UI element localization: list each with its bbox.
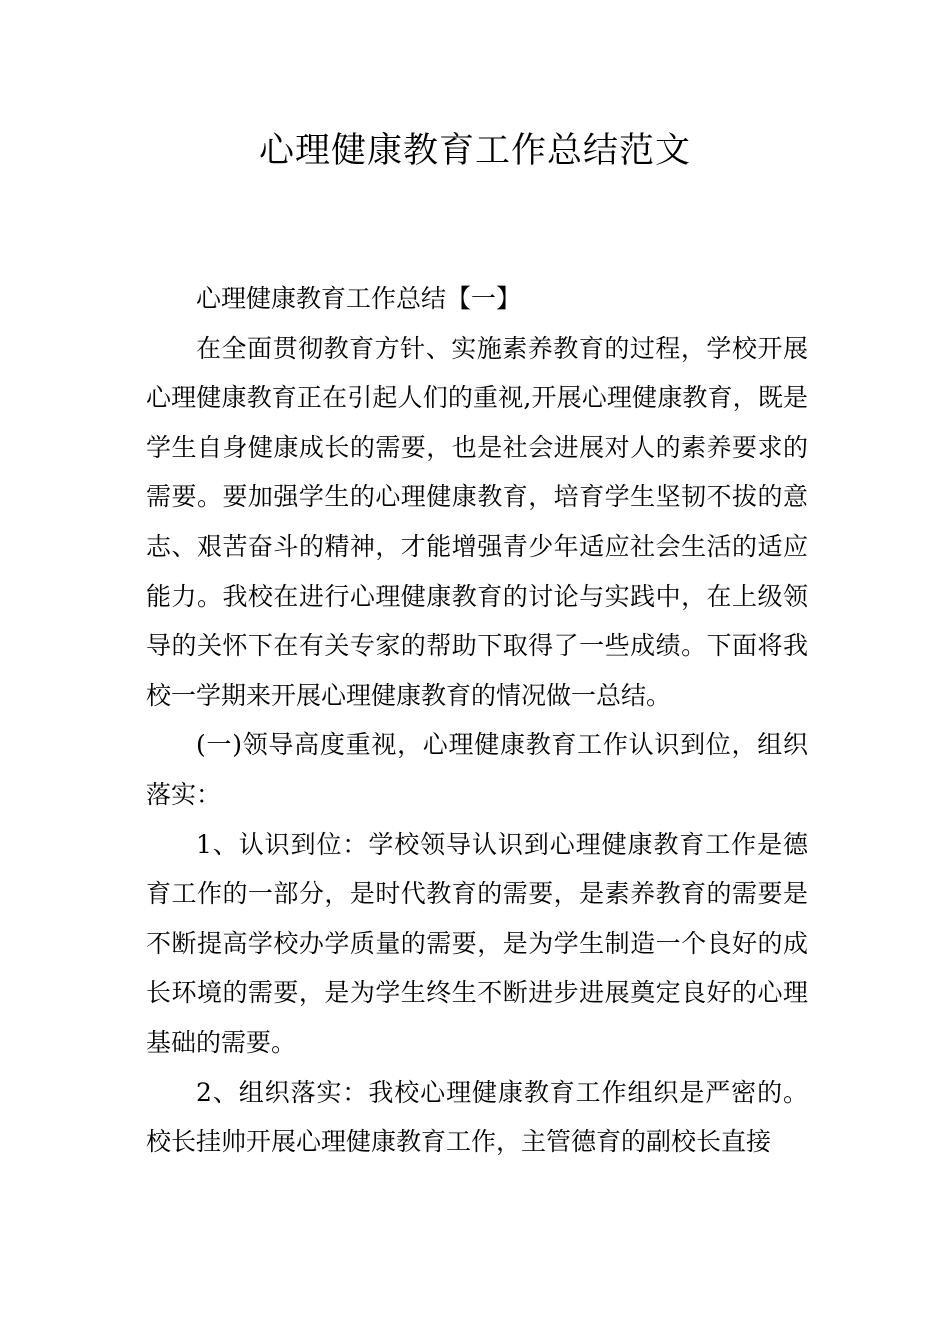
document-title: 心理健康教育工作总结范文 (258, 131, 691, 171)
section-heading: 心理健康教育工作总结【一】 (196, 284, 522, 313)
paragraph-intro: 在全面贯彻教育方针、实施素养教育的过程，学校开展心理健康教育正在引起人们的重视,开展心理健康教育，既是学生自身健康成长的需要，也是社会进展对人的素养要求的需要。要加强学生的心理健康教育，培育学生坚韧不拔的意志、艰苦奋斗的精神，才能增强青少年适应社会生活的适应能力。我校在进行心理健康教育的讨论与实践中，在上级领导的关怀下在有关专家的帮助下取得了一些成绩。下面将我校一学期来开展心理健康教育的情况做一总结。 (146, 333, 808, 710)
paragraph-section-one-heading: (一)领导高度重视，心理健康教育工作认识到位，组织落实： (146, 730, 808, 809)
paragraph-item-1: 1、认识到位：学校领导认识到心理健康教育工作是德育工作的一部分，是时代教育的需要，是素养教育的需要是不断提高学校办学质量的需要，是为学生制造一个良好的成长环境的需要，是为学生终生不断进步进展奠定良好的心理基础的需要。 (146, 829, 808, 1057)
paragraph-item-2: 2、组织落实：我校心理健康教育工作组织是严密的。校长挂帅开展心理健康教育工作，主管德育的副校长直接 (146, 1077, 808, 1157)
document-body (146, 274, 808, 1167)
